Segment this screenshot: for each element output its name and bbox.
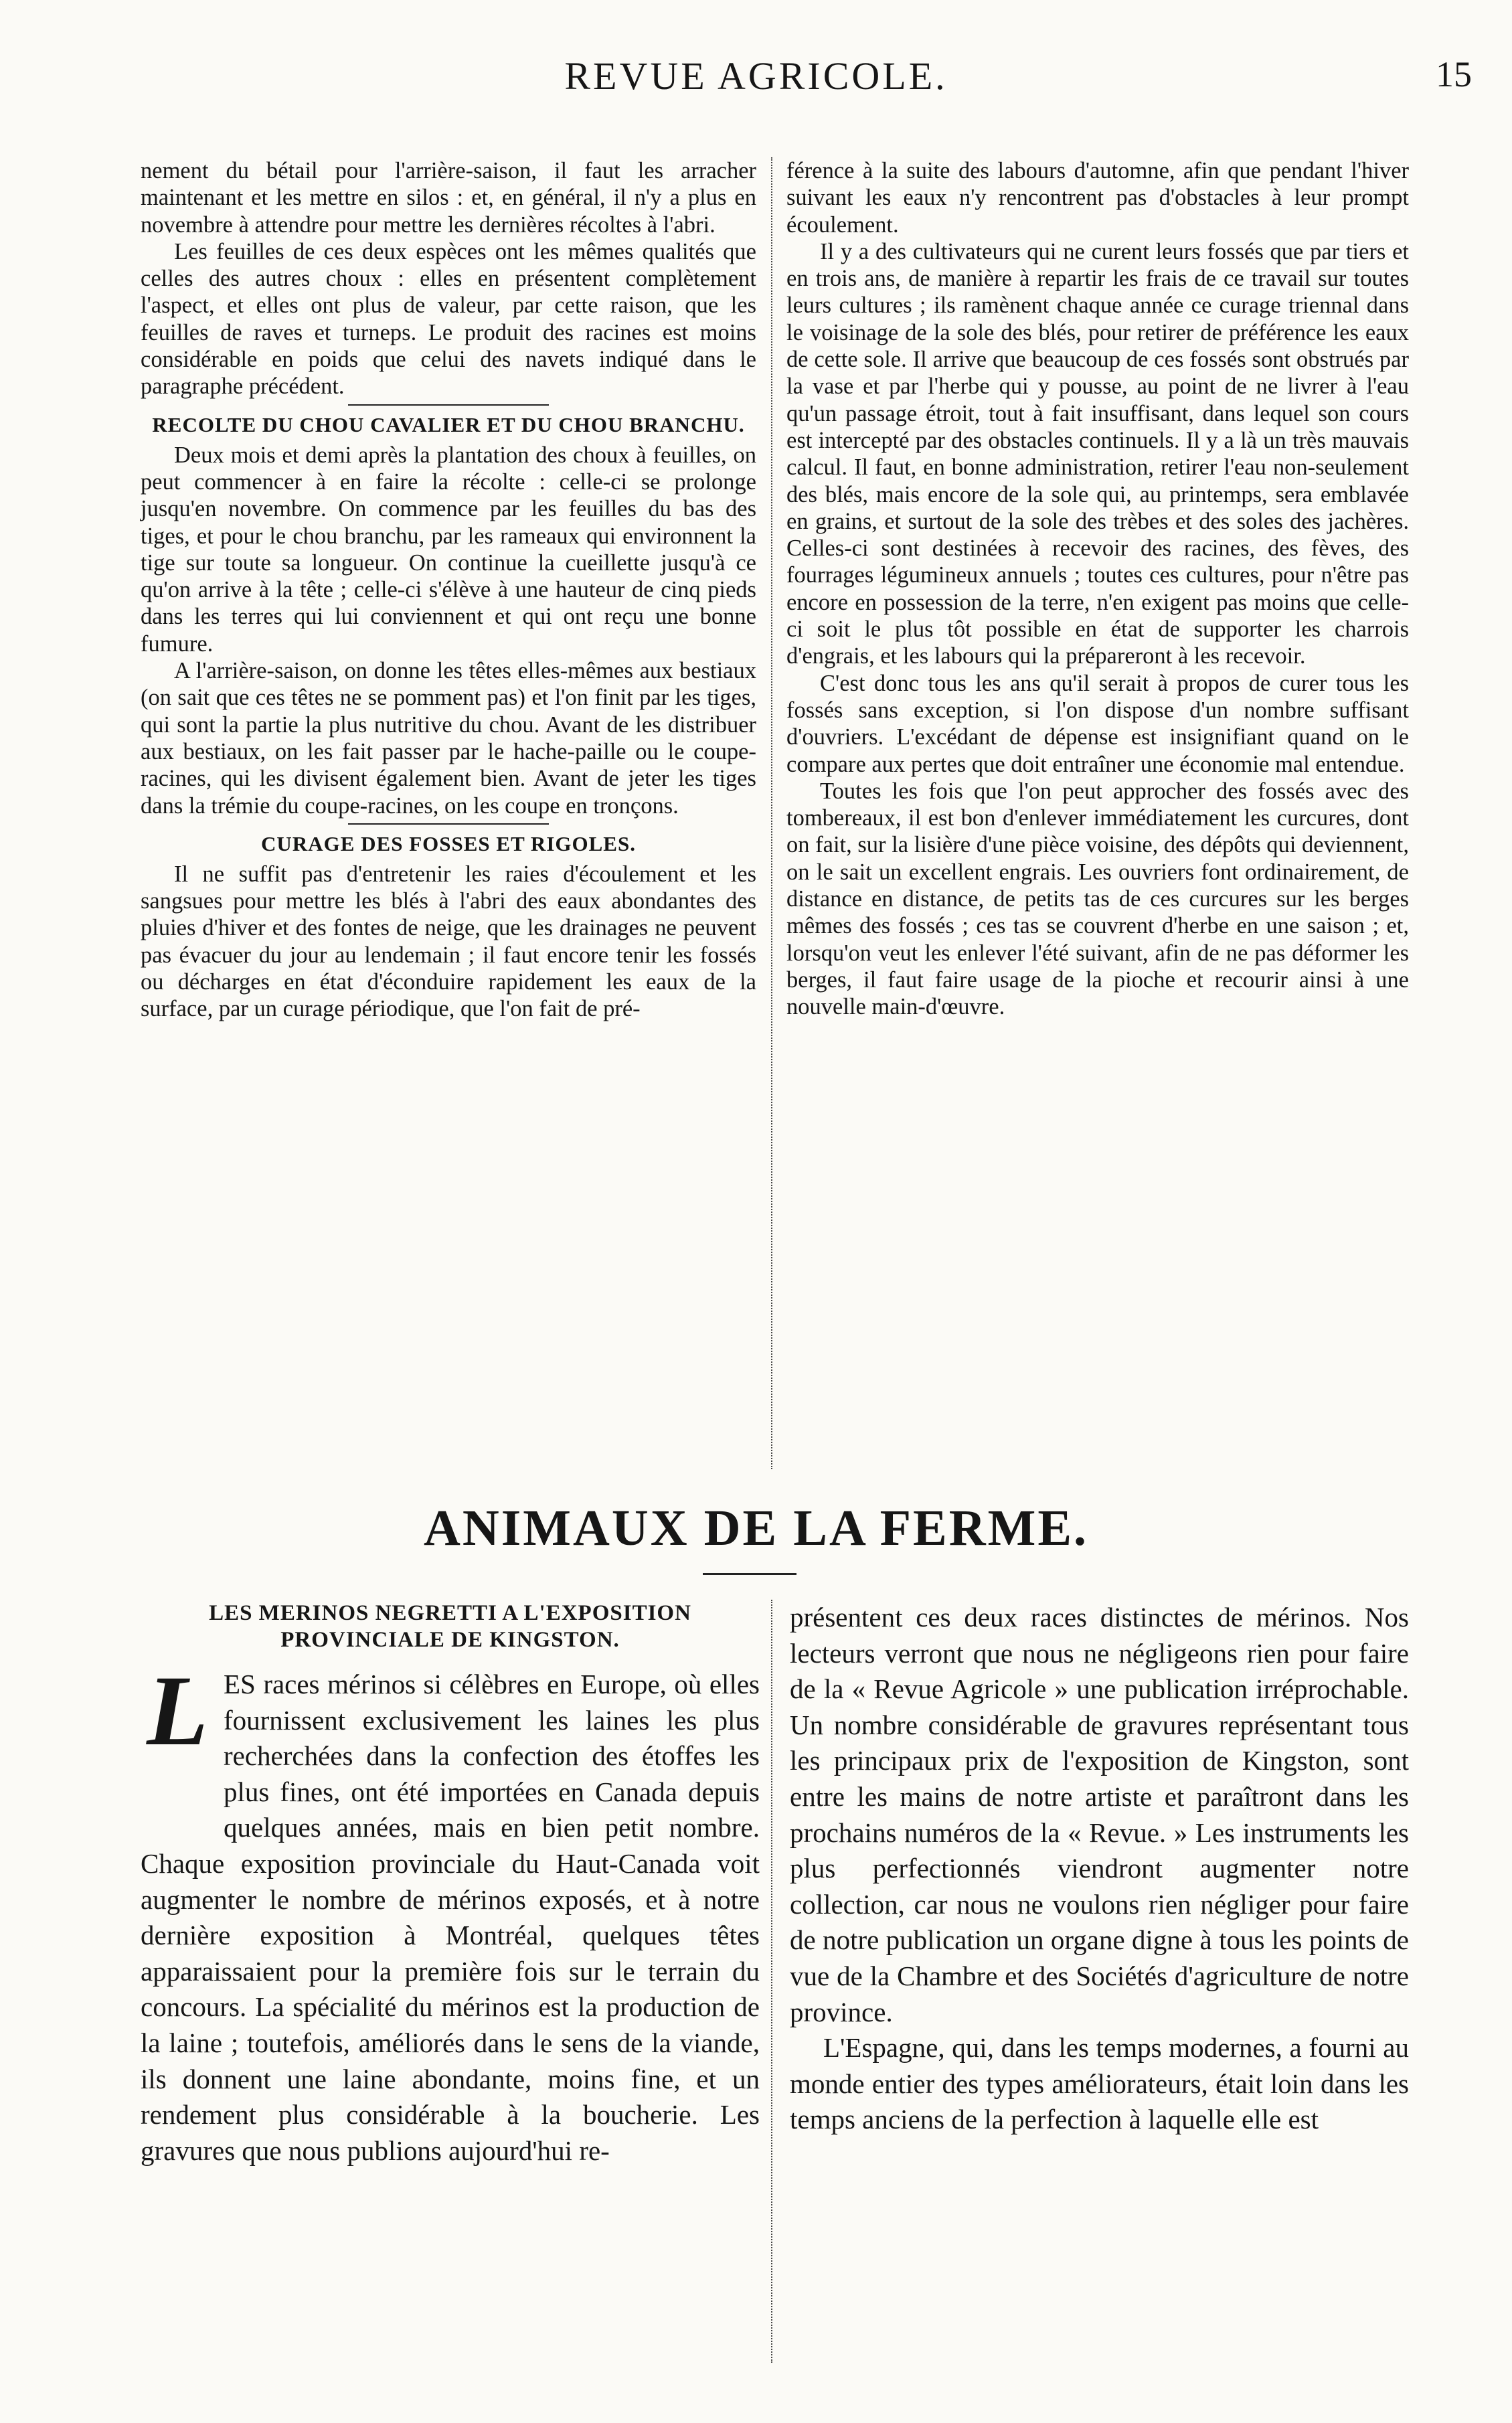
top-left-column: [141, 157, 756, 1023]
paragraph: Il ne suffit pas d'entretenir les raies d'écoulement et les sangsues pour mettre les blés à l'abri des eaux abondantes des pluies d'hiver et des fontes de neige, que les drainages ne peuvent pas évacuer du jour au lendemain ; il faut encore tenir les fossés ou décharges en état d'éconduire rapidement les eaux de la surface, par un curage périodique, que l'on fait de pré-: [141, 861, 756, 1022]
bottom-right-column: [790, 1600, 1409, 2138]
paragraph: Il y a des cultivateurs qui ne curent leurs fossés que par tiers et en trois ans, de manière à repartir les frais de ce travail sur toutes leurs cultures ; ils ramènent chaque année ce curage triennal dans le voisinage de la sole des blés, pour retirer de préférence les eaux de cette sole. Il arrive que beaucoup de ces fossés sont obstrués par la vase et par l'herbe qui y pousse, au point de ne livrer à l'eau qu'un passage étroit, tout à fait insuffisant, dans lequel son cours est intercepté par des obstacles continuels. Il y a là un très mauvais calcul. Il faut, en bonne administration, retirer l'eau non-seulement des blés, mais encore de la sole qui, au printemps, sera emblavée en grains, et surtout de la sole des trèbes et des soles des jachères. Celles-ci sont destinées à recevoir des racines, des fèves, des fourrages légumineux annuels ; toutes ces cultures, pour n'être pas encore en possession de la terre, n'en exigent pas moins que celle-ci soit le plus tôt possible en état de supporter les charrois d'engrais, et les labours qui la prépareront à les recevoir.: [786, 238, 1409, 669]
top-right-column: [786, 157, 1409, 1021]
paragraph: Toutes les fois que l'on peut approcher des fossés avec des tombereaux, il est bon d'enlever immédiatement les curcures, dont on fait, sur la lisière d'une pièce voisine, des dépôts qui deviennent, on le sait un excellent engrais. Les ouvriers font ordinairement, de distance en distance, de petits tas de ces curcures sur les berges mêmes des fossés ; ces tas se couvrent d'herbe en une saison ; et, lorsqu'on veut les enlever l'été suivant, afin de ne pas déformer les berges, il faut faire usage de la pioche et recourir ainsi à une nouvelle main-d'œuvre.: [786, 778, 1409, 1020]
section-title: ANIMAUX DE LA FERME.: [423, 1500, 1089, 1556]
paragraph: présentent ces deux races distinctes de mérinos. Nos lecteurs verront que nous ne négligeons rien pour faire de la « Revue Agricole » une publication irréprochable. Un nombre considérable de gravures représentant tous les principaux prix de l'exposition de Kingston, sont entre les mains de notre artiste et paraîtront dans les prochains numéros de la « Revue. » Les instruments les plus perfectionnés viendront augmenter notre collection, car nous ne voulons rien négliger pour faire de notre publication un organe digne à tous les points de vue de la Chambre et des Sociétés d'agriculture de notre province.: [790, 1602, 1409, 2027]
subheading-curage: CURAGE DES FOSSES ET RIGOLES.: [261, 831, 636, 855]
section-divider: [348, 404, 549, 406]
section-title-rule: [703, 1573, 796, 1575]
paragraph: ES races mérinos si célèbres en Europe, où elles fournissent exclusivement les laines les plus recherchées dans la confection des étoffes les plus fines, ont été importées en Canada depuis quelques années, mais en bien petit nombre. Chaque exposition provinciale du Haut-Canada voit augmenter le nombre de mérinos exposés, et à notre dernière exposition à Montréal, quelques têtes apparaissaient pour la première fois sur le terrain du concours. La spécialité du mérinos est la production de la laine ; toutefois, améliorés dans le sens de la viande, ils donnent une laine abondante, moins fine, et un rendement plus considérable à la boucherie. Les gravures que nous publions aujourd'hui re-: [141, 1669, 760, 2166]
page-number: 15: [1436, 54, 1472, 94]
subheading-chou-cavalier: RECOLTE DU CHOU CAVALIER ET DU CHOU BRANCHU.: [152, 412, 745, 436]
paragraph: L'Espagne, qui, dans les temps modernes, a fourni au monde entier des types améliorateurs, était loin dans les temps anciens de la perfection à laquelle elle est: [790, 2032, 1409, 2135]
paragraph: C'est donc tous les ans qu'il serait à propos de curer tous les fossés sans exception, si l'on dispose d'un nombre suffisant d'ouvriers. L'excédant de dépense est insignifiant quand on le compare aux pertes que doit entraîner une économie mal entendue.: [786, 670, 1409, 777]
bottom-left-column: [141, 1600, 760, 2169]
section-divider: [348, 823, 549, 825]
paragraph: férence à la suite des labours d'automne, afin que pendant l'hiver suivant les eaux n'y rencontrent pas d'obstacles à leur prompt écoulement.: [786, 158, 1409, 238]
running-title: REVUE AGRICOLE.: [564, 54, 948, 98]
paragraph: Deux mois et demi après la plantation des choux à feuilles, on peut commencer à en faire la récolte : celle-ci se prolonge jusqu'en novembre. On commence par les feuilles du bas des tiges, et pour le chou branchu, par les rameaux qui environnent la tige sur toute sa longueur. On continue la cueillette jusqu'à ce qu'on arrive à la tête ; celle-ci s'élève à une hauteur de cinq pieds dans les terres qui lui conviennent et qui ont reçu une bonne fumure.: [141, 442, 756, 657]
paragraph: Les feuilles de ces deux espèces ont les mêmes qualités que celles des autres choux : elles en présentent complètement l'aspect, et elles ont plus de valeur, par cette raison, que les feuilles de raves et turneps. Le produit des racines est moins considérable en poids que celui des navets indiqué dans le paragraphe précédent.: [141, 238, 756, 400]
drop-cap: L: [147, 1655, 208, 1766]
column-separator: [771, 157, 772, 1469]
paragraph: A l'arrière-saison, on donne les têtes elles-mêmes aux bestiaux (on sait que ces têtes ne se pomment pas) et l'on finit par les tiges, qui sont la partie la plus nutritive du chou. Avant de les distribuer aux bestiaux, on les fait passer par le hache-paille ou le coupe-racines, qui les divisent également bien. Avant de jeter les tiges dans la trémie du coupe-racines, on les coupe en tronçons.: [141, 658, 756, 819]
column-separator: [771, 1600, 772, 2363]
paragraph: nement du bétail pour l'arrière-saison, il faut les arracher maintenant et les mettre en silos : et, en général, il n'y a plus en novembre à attendre pour mettre les dernières récoltes à l'abri.: [141, 158, 756, 238]
article-title: LES MERINOS NEGRETTI A L'EXPOSITION PROVINCIALE DE KINGSTON.: [209, 1601, 691, 1652]
page-header: [0, 54, 1512, 107]
